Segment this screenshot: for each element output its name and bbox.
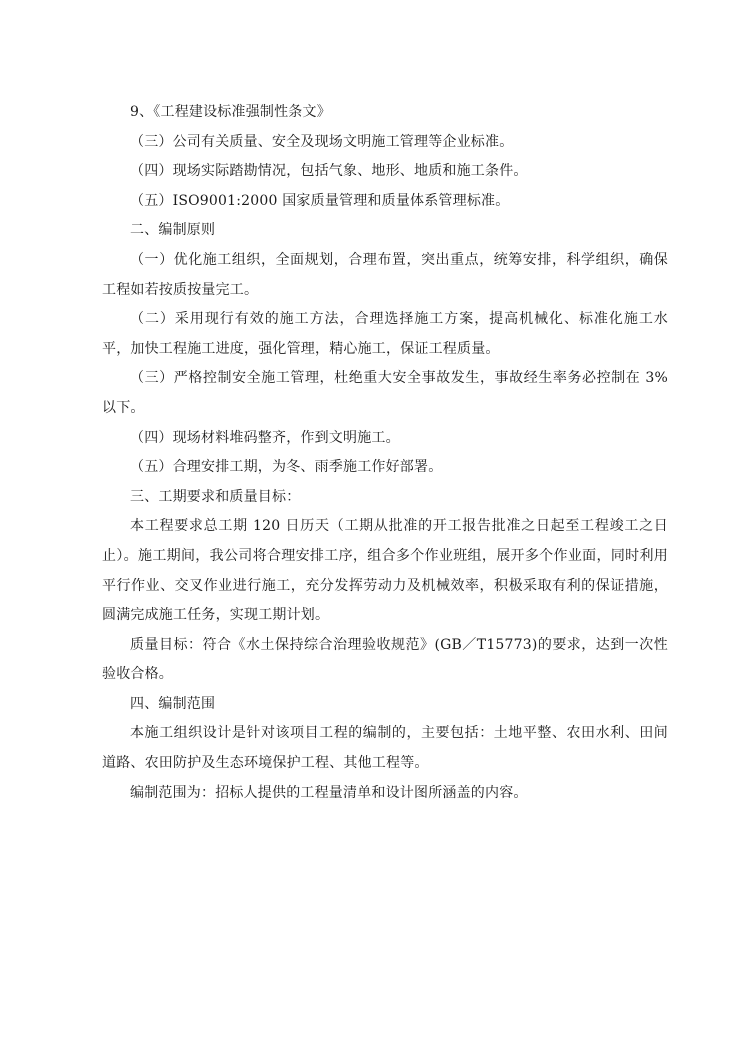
document-body: [102, 98, 668, 808]
quality-target-paragraph: 质量目标：符合《水土保持综合治理验收规范》(GB／T15773)的要求，达到一次性验收合格。: [102, 636, 668, 683]
principle-item-4: （四）现场材料堆码整齐，作到文明施工。: [130, 429, 400, 446]
section-heading-schedule-quality: 三、工期要求和质量目标：: [130, 488, 301, 505]
principle-item-5: （五）合理安排工期，为冬、雨季施工作好部署。: [130, 459, 443, 476]
reference-item-3: （三）公司有关质量、安全及现场文明施工管理等企业标准。: [130, 133, 514, 150]
principle-item-3: （三）严格控制安全施工管理，杜绝重大安全事故发生，事故经生率务必控制在 3%以下。: [102, 370, 668, 416]
principle-item-2: （二）采用现行有效的施工方法，合理选择施工方案，提高机械化、标准化施工水平，加快工程施工进度，强化管理，精心施工，保证工程质量。: [102, 311, 668, 357]
reference-item-5: （五）ISO9001:2000 国家质量管理和质量体系管理标准。: [130, 192, 510, 209]
reference-item-4: （四）现场实际踏勘情况，包括气象、地形、地质和施工条件。: [130, 163, 528, 180]
scope-range-paragraph: 编制范围为：招标人提供的工程量清单和设计图所涵盖的内容。: [130, 784, 528, 801]
section-heading-principles: 二、编制原则: [130, 222, 216, 239]
principle-item-1: （一）优化施工组织，全面规划，合理布置，突出重点，统筹安排，科学组织，确保工程如若按质按量完工。: [102, 251, 668, 298]
reference-item-9: 9、《工程建设标准强制性条文》: [130, 104, 331, 120]
section-heading-scope: 四、编制范围: [130, 695, 216, 712]
schedule-paragraph: 本工程要求总工期 120 日历天（工期从批准的开工报告批准之日起至工程竣工之日止）。施工期间，我公司将合理安排工序，组合多个作业班组，展开多个作业面，同时利用平行作业、交叉作业进行施工，充分发挥劳动力及机械效率，积极采取有利的保证措施，圆满完成施工任务，实现工期计划。: [102, 518, 668, 624]
scope-paragraph: 本施工组织设计是针对该项目工程的编制的，主要包括：土地平整、农田水利、田间道路、农田防护及生态环境保护工程、其他工程等。: [102, 725, 668, 772]
